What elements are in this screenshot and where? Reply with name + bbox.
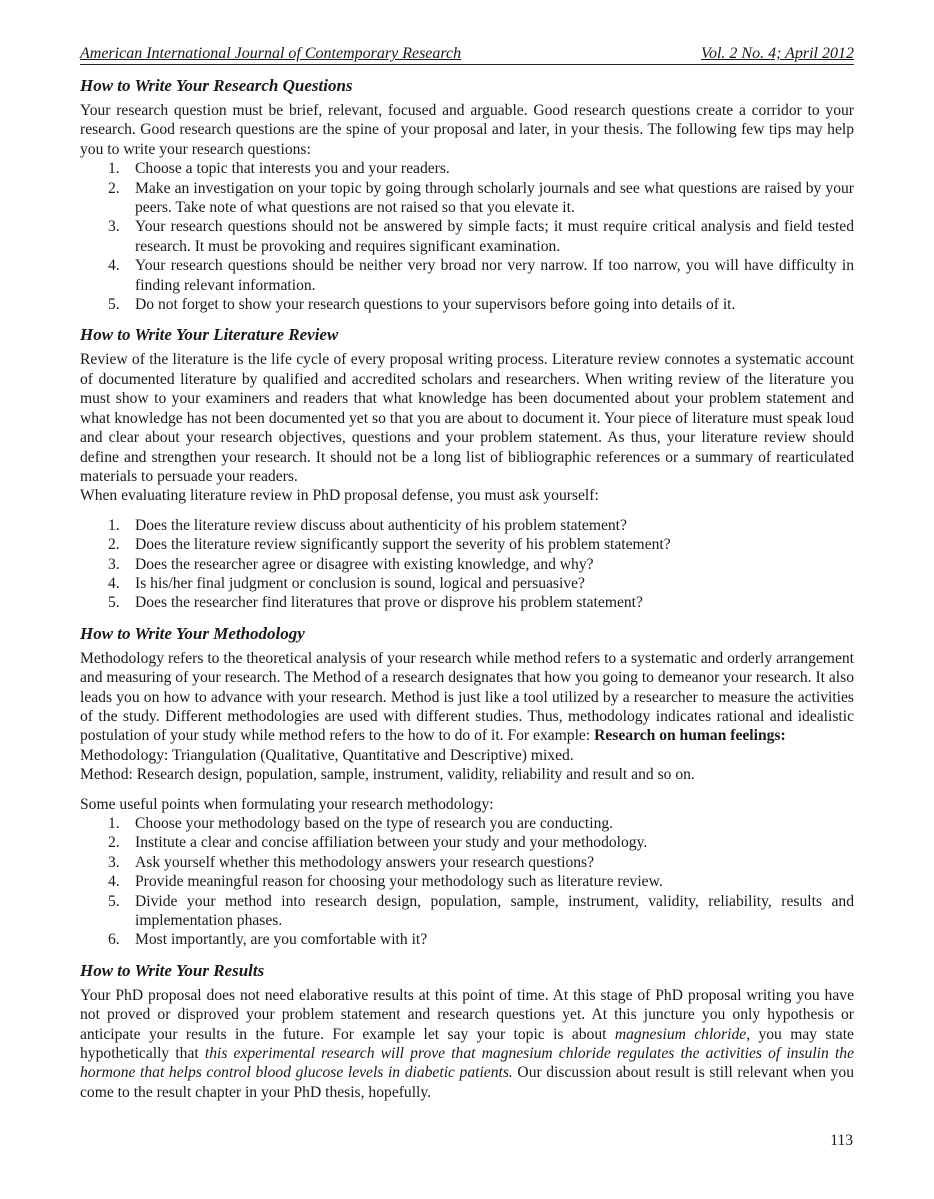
methodology-points-intro: Some useful points when formulating your research methodology: — [80, 795, 494, 813]
literature-paragraph: Review of the literature is the life cycle of every proposal writing process. Literature review connotes a systematic account of documented literature by qualified and accredited scholars and researchers. When writing review of the literature you must show to your examiners and readers that what knowledge has been documented about your problem statement and what knowledge has not been documented yet so that you are about to document it. Your piece of literature must speak loud and clear about your research objectives, questions and your problem statement. As thus, your literature review should define and strengthen your research. It should not be a long list of bibliographic references or a summary of rearticulated materials to persuade your readers. — [80, 351, 854, 485]
method-line: Method: Research design, population, sample, instrument, validity, reliability and result and so on. — [80, 766, 695, 784]
spacer — [80, 785, 854, 795]
heading-results: How to Write Your Results — [80, 960, 265, 980]
list-item: 1. Does the literature review discuss about authenticity of his problem statement? — [108, 516, 627, 534]
heading-methodology: How to Write Your Methodology — [80, 623, 305, 643]
list-item: 3. Your research questions should not be answered by simple facts; it must require critical analysis and field tested research. It must be provoking and requires significant examination. — [108, 218, 854, 255]
page-number: 113 — [830, 1132, 853, 1149]
questions-list — [80, 159, 854, 314]
list-item: 4. Provide meaningful reason for choosing your methodology such as literature review. — [108, 873, 663, 891]
journal-title: American International Journal of Contemporary Research — [80, 45, 462, 62]
list-item: 5. Divide your method into research design, population, sample, instrument, validity, reliability, results and implementation phases. — [108, 892, 854, 930]
list-item: 3. Does the researcher agree or disagree with existing knowledge, and why? — [108, 555, 594, 573]
volume-info: Vol. 2 No. 4; April 2012 — [700, 45, 854, 62]
methodology-list — [80, 814, 854, 950]
list-item: 2. Does the literature review significantly support the severity of his problem statement? — [108, 536, 671, 554]
list-item: 5. Does the researcher find literatures that prove or disprove his problem statement? — [108, 594, 643, 612]
spacer — [80, 506, 854, 516]
list-item: 5. Do not forget to show your research questions to your supervisors before going into details of it. — [108, 296, 736, 314]
list-item: 4. Is his/her final judgment or conclusion is sound, logical and persuasive? — [108, 574, 585, 592]
literature-list — [80, 516, 854, 613]
literature-evaluation-intro: When evaluating literature review in PhD proposal defense, you must ask yourself: — [80, 487, 599, 505]
methodology-paragraph: Methodology refers to the theoretical analysis of your research while method refers to a systematic and orderly arrangement and measuring of your research. The Method of a research designates that how you going to demeanor your research. It also leads you on how to advance with your research. Method is just like a tool utilized by a researcher to measure the activities of the study. Different methodologies are used with different studies. Thus, methodology indicates rational and idealistic postulation of your study while method refers to the how to do of it. For example: Research on human feelings: — [80, 649, 854, 745]
methodology-line: Methodology: Triangulation (Qualitative, Quantitative and Descriptive) mixed. — [80, 746, 574, 764]
results-paragraph: Your PhD proposal does not need elaborative results at this point of time. At this stage of PhD proposal writing you have not proved or disproved your problem statement and research questions yet. At this juncture you only hypothesis or anticipate your results in the future. For example let say your topic is about magnesium chloride, you may state hypothetically that this experimental research will prove that magnesium chloride regulates the activities of insulin the hormone that helps control blood glucose levels in diabetic patients. Our discussion about result is still relevant when you come to the result chapter in your PhD thesis, hopefully. — [80, 986, 854, 1101]
list-item: 2. Make an investigation on your topic by going through scholarly journals and see what questions are raised by your peers. Take note of what questions are not raised so that you elevate it. — [108, 179, 854, 217]
list-item: 6. Most importantly, are you comfortable with it? — [108, 931, 428, 949]
page-body — [80, 44, 854, 1102]
heading-research-questions: How to Write Your Research Questions — [80, 76, 353, 95]
heading-literature-review: How to Write Your Literature Review — [80, 325, 339, 345]
italic-hypothesis: this experimental research will prove that magnesium chloride regulates the activities of insulin the hormone that helps control blood glucose levels in diabetic patients. — [80, 1045, 854, 1082]
example-bold: Research on human feelings: — [594, 727, 786, 745]
list-item: 3. Ask yourself whether this methodology answers your research questions? — [108, 853, 595, 871]
questions-intro: Your research question must be brief, relevant, focused and arguable. Good research questions create a corridor to your research. Good research questions are the spine of your proposal and later, in your thesis. The following few tips may help you to write your research questions: — [80, 102, 854, 158]
list-item: 1. Choose your methodology based on the type of research you are conducting. — [108, 815, 614, 832]
italic-topic: magnesium chloride — [614, 1025, 747, 1043]
list-item: 4. Your research questions should be neither very broad nor very narrow. If too narrow, you will have difficulty in finding relevant information. — [108, 257, 854, 294]
list-item: 2. Institute a clear and concise affiliation between your study and your methodology. — [108, 834, 648, 852]
running-header — [80, 44, 854, 65]
list-item: 1. Choose a topic that interests you and your readers. — [108, 160, 450, 178]
